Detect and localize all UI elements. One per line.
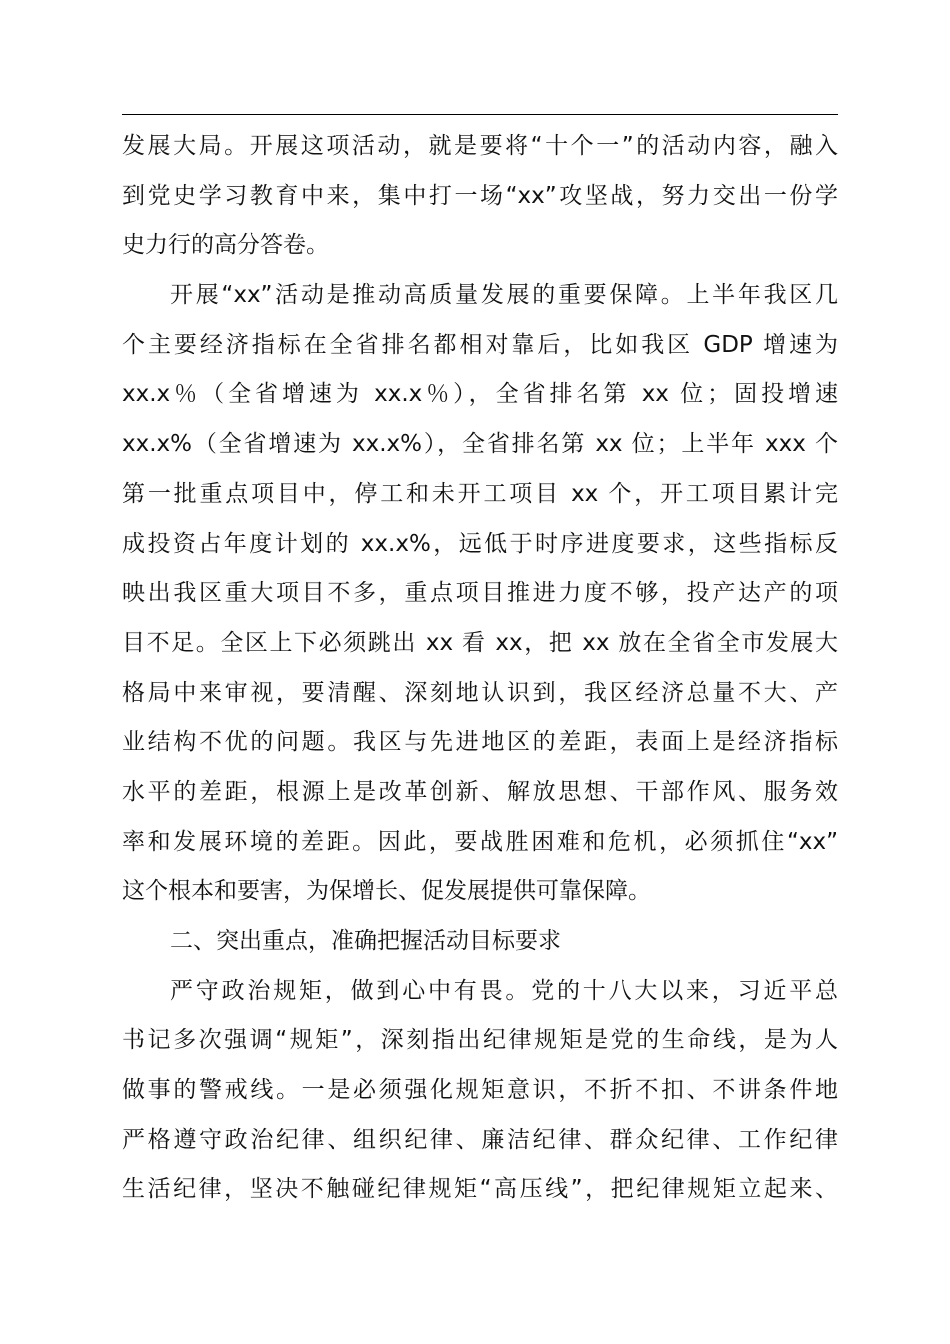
text-line: 目不足。全区上下必须跳出 xx 看 xx，把 xx 放在全省全市发展大: [122, 629, 838, 656]
text-line: 发展大局。开展这项活动，就是要将“十个一”的活动内容，融入: [122, 133, 838, 159]
text-line: xx.x％（全省增速为 xx.x％），全省排名第 xx 位；固投增速: [122, 381, 838, 408]
header-rule: [122, 114, 838, 115]
text-line: 这个根本和要害，为保增长、促发展提供可靠保障。: [122, 878, 651, 905]
text-line: 严守政治规矩，做到心中有畏。党的十八大以来，习近平总: [170, 977, 838, 1004]
text-line: 严格遵守政治纪律、组织纪律、廉洁纪律、群众纪律、工作纪律: [122, 1126, 838, 1153]
text-line: 水平的差距，根源上是改革创新、解放思想、干部作风、服务效: [122, 778, 838, 805]
text-line: 开展“xx”活动是推动高质量发展的重要保障。上半年我区几: [170, 282, 838, 309]
text-line: 率和发展环境的差距。因此，要战胜困难和危机，必须抓住“xx”: [122, 828, 838, 855]
section-heading: 二、突出重点，准确把握活动目标要求: [170, 928, 561, 954]
body-text: [122, 122, 838, 1215]
text-line: xx.x%（全省增速为 xx.x%），全省排名第 xx 位；上半年 xxx 个: [122, 431, 838, 458]
text-line: 业结构不优的问题。我区与先进地区的差距，表面上是经济指标: [122, 729, 838, 756]
text-line: 做事的警戒线。一是必须强化规矩意识，不折不扣、不讲条件地: [122, 1077, 838, 1104]
text-line: 映出我区重大项目不多，重点项目推进力度不够，投产达产的项: [122, 580, 838, 607]
text-line: 书记多次强调“规矩”，深刻指出纪律规矩是党的生命线，是为人: [122, 1027, 838, 1054]
text-line: 格局中来审视，要清醒、深刻地认识到，我区经济总量不大、产: [122, 679, 838, 706]
text-line: 成投资占年度计划的 xx.x%，远低于时序进度要求，这些指标反: [122, 530, 838, 557]
text-line: 到党史学习教育中来，集中打一场“xx”攻坚战，努力交出一份学: [122, 182, 838, 209]
text-line: 个主要经济指标在全省排名都相对靠后，比如我区 GDP 增速为: [122, 331, 838, 358]
text-line: 生活纪律，坚决不触碰纪律规矩“高压线”，把纪律规矩立起来、: [122, 1176, 838, 1203]
text-line: 第一批重点项目中，停工和未开工项目 xx 个，开工项目累计完: [122, 480, 838, 507]
text-line: 史力行的高分答卷。: [122, 232, 329, 259]
